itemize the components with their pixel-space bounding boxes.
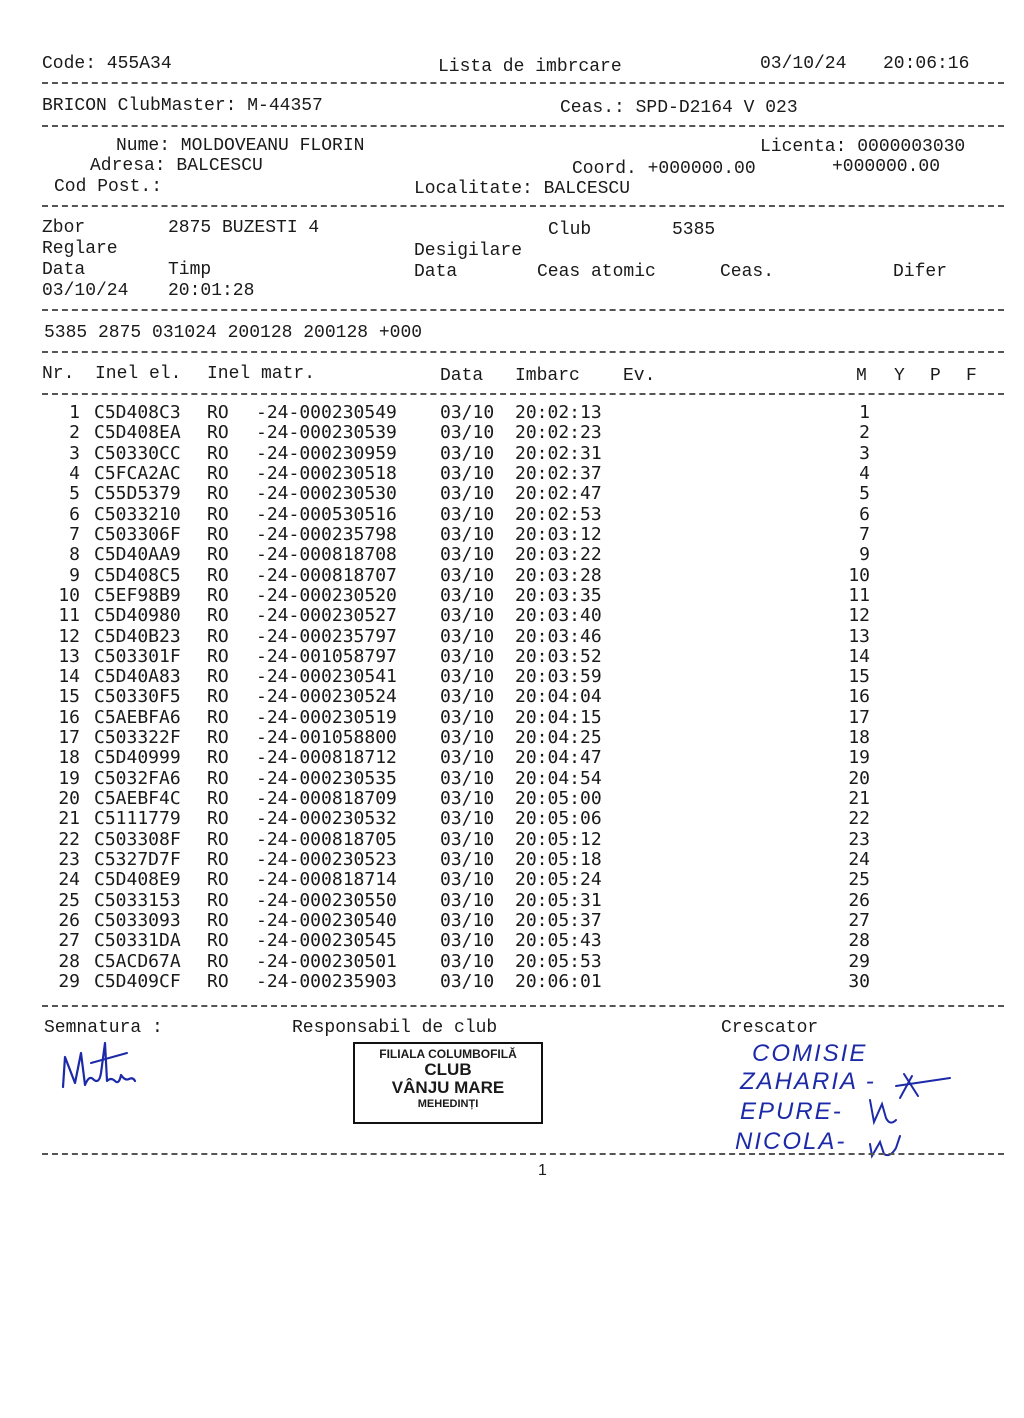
row-nr: 13 — [58, 646, 80, 667]
row-nr: 20 — [58, 788, 80, 809]
row-m: 20 — [848, 768, 870, 789]
row-date: 03/10 — [440, 727, 495, 748]
row-m: 5 — [859, 483, 870, 504]
row-time: 20:04:04 — [515, 686, 602, 707]
row-time: 20:05:18 — [515, 849, 602, 870]
row-inel-el: C5033093 — [94, 910, 181, 931]
row-time: 20:03:52 — [515, 646, 602, 667]
row-nr: 22 — [58, 829, 80, 850]
row-inel-matr: -24-000818707 — [256, 565, 397, 586]
row-time: 20:05:24 — [515, 869, 602, 890]
row-nr: 6 — [69, 504, 80, 525]
row-m: 10 — [848, 565, 870, 586]
owner-name: Nume: MOLDOVEANU FLORIN — [116, 136, 365, 156]
row-date: 03/10 — [440, 585, 495, 606]
row-inel-el: C5327D7F — [94, 849, 181, 870]
divider — [42, 82, 1004, 84]
stamp-line-4: MEHEDINȚI — [417, 1098, 479, 1110]
row-date: 03/10 — [440, 646, 495, 667]
row-m: 16 — [848, 686, 870, 707]
row-country: RO — [207, 443, 229, 464]
localitate: Localitate: BALCESCU — [414, 179, 631, 199]
row-time: 20:03:28 — [515, 565, 602, 586]
row-nr: 3 — [69, 443, 80, 464]
row-country: RO — [207, 869, 229, 890]
row-time: 20:05:00 — [515, 788, 602, 809]
row-date: 03/10 — [440, 808, 495, 829]
row-country: RO — [207, 666, 229, 687]
reglare-time: 20:01:28 — [168, 281, 255, 301]
row-nr: 11 — [58, 605, 80, 626]
row-time: 20:02:31 — [515, 443, 602, 464]
col-imbarc: Imbarc — [515, 366, 580, 386]
table-row — [0, 627, 1024, 647]
table-row — [0, 444, 1024, 464]
row-date: 03/10 — [440, 768, 495, 789]
row-country: RO — [207, 524, 229, 545]
row-inel-el: C503322F — [94, 727, 181, 748]
row-inel-el: C5AEBF4C — [94, 788, 181, 809]
row-m: 21 — [848, 788, 870, 809]
row-nr: 7 — [69, 524, 80, 545]
row-time: 20:04:25 — [515, 727, 602, 748]
col-inel-el: Inel el. — [95, 364, 182, 384]
row-inel-el: C5033153 — [94, 890, 181, 911]
club-label: Club — [548, 220, 592, 240]
row-country: RO — [207, 890, 229, 911]
row-country: RO — [207, 646, 229, 667]
row-nr: 10 — [58, 585, 80, 606]
row-inel-el: C5EF98B9 — [94, 585, 181, 606]
row-country: RO — [207, 930, 229, 951]
clubmaster-label: BRICON ClubMaster: M-44357 — [42, 96, 323, 116]
row-date: 03/10 — [440, 930, 495, 951]
table-row — [0, 809, 1024, 829]
row-inel-matr: -24-000230541 — [256, 666, 397, 687]
row-time: 20:03:40 — [515, 605, 602, 626]
row-country: RO — [207, 707, 229, 728]
row-date: 03/10 — [440, 788, 495, 809]
row-nr: 28 — [58, 951, 80, 972]
row-inel-el: C5D40980 — [94, 605, 181, 626]
row-time: 20:03:22 — [515, 544, 602, 565]
row-m: 11 — [848, 585, 870, 606]
row-inel-matr: -24-000230523 — [256, 849, 397, 870]
row-inel-el: C5D408E9 — [94, 869, 181, 890]
row-date: 03/10 — [440, 666, 495, 687]
flight-code-line: 5385 2875 031024 200128 200128 +000 — [44, 323, 423, 343]
divider — [42, 205, 1004, 207]
row-nr: 29 — [58, 971, 80, 992]
row-date: 03/10 — [440, 626, 495, 647]
crescator-label: Crescator — [721, 1018, 819, 1038]
stamp-line-1: FILIALA COLUMBOFILĂ — [379, 1047, 517, 1061]
row-inel-el: C5032FA6 — [94, 768, 181, 789]
row-country: RO — [207, 686, 229, 707]
row-inel-el: C5D408C5 — [94, 565, 181, 586]
reglare-date: 03/10/24 — [42, 281, 129, 301]
table-row — [0, 891, 1024, 911]
row-inel-el: C503301F — [94, 646, 181, 667]
row-inel-matr: -24-000230519 — [256, 707, 397, 728]
row-country: RO — [207, 808, 229, 829]
row-inel-matr: -24-000230527 — [256, 605, 397, 626]
row-country: RO — [207, 402, 229, 423]
difer-label: Difer — [893, 262, 948, 282]
handwritten-zaharia: ZAHARIA - — [740, 1068, 876, 1095]
row-m: 6 — [859, 504, 870, 525]
row-m: 4 — [859, 463, 870, 484]
row-inel-matr: -24-000235798 — [256, 524, 397, 545]
table-row — [0, 769, 1024, 789]
table-row — [0, 464, 1024, 484]
row-inel-el: C5D40B23 — [94, 626, 181, 647]
ceas-label-2: Ceas. — [720, 262, 775, 282]
row-country: RO — [207, 626, 229, 647]
row-country: RO — [207, 422, 229, 443]
row-date: 03/10 — [440, 686, 495, 707]
row-nr: 12 — [58, 626, 80, 647]
divider — [42, 1005, 1004, 1007]
row-date: 03/10 — [440, 443, 495, 464]
row-inel-matr: -24-000818708 — [256, 544, 397, 565]
table-row — [0, 403, 1024, 423]
row-inel-el: C5D40AA9 — [94, 544, 181, 565]
row-date: 03/10 — [440, 747, 495, 768]
timp-label: Timp — [168, 260, 212, 280]
row-inel-matr: -24-000235903 — [256, 971, 397, 992]
row-date: 03/10 — [440, 707, 495, 728]
row-inel-matr: -24-001058797 — [256, 646, 397, 667]
header-date: 03/10/24 — [760, 54, 847, 74]
handwritten-nicola: NICOLA- — [735, 1128, 847, 1155]
header-time: 20:06:16 — [883, 54, 970, 74]
row-time: 20:03:46 — [515, 626, 602, 647]
row-time: 20:02:37 — [515, 463, 602, 484]
row-country: RO — [207, 483, 229, 504]
row-m: 1 — [859, 402, 870, 423]
row-m: 9 — [859, 544, 870, 565]
coord: Coord. +000000.00 — [572, 159, 756, 179]
table-row — [0, 423, 1024, 443]
row-nr: 8 — [69, 544, 80, 565]
row-nr: 23 — [58, 849, 80, 870]
row-inel-matr: -24-000230530 — [256, 483, 397, 504]
row-country: RO — [207, 463, 229, 484]
row-country: RO — [207, 504, 229, 525]
row-inel-matr: -24-000230539 — [256, 422, 397, 443]
row-nr: 19 — [58, 768, 80, 789]
club-value: 5385 — [672, 220, 716, 240]
table-row — [0, 952, 1024, 972]
row-time: 20:02:13 — [515, 402, 602, 423]
row-inel-matr: -24-000230524 — [256, 686, 397, 707]
row-country: RO — [207, 565, 229, 586]
row-m: 3 — [859, 443, 870, 464]
col-p: P — [930, 366, 941, 386]
row-time: 20:02:47 — [515, 483, 602, 504]
row-date: 03/10 — [440, 524, 495, 545]
row-date: 03/10 — [440, 463, 495, 484]
row-nr: 1 — [69, 402, 80, 423]
row-inel-el: C503308F — [94, 829, 181, 850]
row-nr: 25 — [58, 890, 80, 911]
row-country: RO — [207, 788, 229, 809]
row-inel-el: C503306F — [94, 524, 181, 545]
row-m: 13 — [848, 626, 870, 647]
row-inel-matr: -24-000230959 — [256, 443, 397, 464]
row-nr: 2 — [69, 422, 80, 443]
row-date: 03/10 — [440, 951, 495, 972]
table-row — [0, 911, 1024, 931]
row-time: 20:04:54 — [515, 768, 602, 789]
row-time: 20:05:53 — [515, 951, 602, 972]
row-m: 17 — [848, 707, 870, 728]
row-inel-matr: -24-000230540 — [256, 910, 397, 931]
row-inel-matr: -24-000230545 — [256, 930, 397, 951]
row-date: 03/10 — [440, 544, 495, 565]
row-nr: 16 — [58, 707, 80, 728]
row-m: 12 — [848, 605, 870, 626]
table-row — [0, 606, 1024, 626]
zbor-label: Zbor — [42, 218, 86, 238]
table-row — [0, 789, 1024, 809]
row-m: 30 — [848, 971, 870, 992]
row-inel-matr: -24-000230520 — [256, 585, 397, 606]
table-row — [0, 870, 1024, 890]
data-label-2: Data — [414, 262, 458, 282]
handwritten-comisie: COMISIE — [752, 1040, 868, 1067]
table-row — [0, 586, 1024, 606]
table-row — [0, 931, 1024, 951]
col-data: Data — [440, 366, 484, 386]
row-time: 20:05:37 — [515, 910, 602, 931]
ceas-label: Ceas.: SPD-D2164 V 023 — [560, 98, 798, 118]
document-title: Lista de imbrcare — [438, 57, 622, 77]
row-m: 18 — [848, 727, 870, 748]
row-m: 23 — [848, 829, 870, 850]
divider — [42, 393, 1004, 395]
row-nr: 27 — [58, 930, 80, 951]
row-time: 20:06:01 — [515, 971, 602, 992]
row-date: 03/10 — [440, 829, 495, 850]
row-time: 20:05:43 — [515, 930, 602, 951]
row-m: 24 — [848, 849, 870, 870]
row-inel-el: C5D408C3 — [94, 402, 181, 423]
row-time: 20:05:12 — [515, 829, 602, 850]
table-row — [0, 972, 1024, 992]
table-row — [0, 830, 1024, 850]
table-row — [0, 525, 1024, 545]
row-date: 03/10 — [440, 483, 495, 504]
row-date: 03/10 — [440, 971, 495, 992]
row-date: 03/10 — [440, 869, 495, 890]
row-inel-matr: -24-001058800 — [256, 727, 397, 748]
row-country: RO — [207, 605, 229, 626]
row-nr: 4 — [69, 463, 80, 484]
signature — [55, 1035, 145, 1095]
licenta: Licenta: 0000003030 — [760, 137, 966, 157]
row-inel-matr: -24-000530516 — [256, 504, 397, 525]
row-country: RO — [207, 544, 229, 565]
col-f: F — [966, 366, 977, 386]
row-time: 20:02:23 — [515, 422, 602, 443]
data-label: Data — [42, 260, 86, 280]
row-time: 20:05:31 — [515, 890, 602, 911]
table-row — [0, 708, 1024, 728]
row-nr: 26 — [58, 910, 80, 931]
row-m: 29 — [848, 951, 870, 972]
row-inel-el: C5D40999 — [94, 747, 181, 768]
row-nr: 5 — [69, 483, 80, 504]
row-date: 03/10 — [440, 504, 495, 525]
row-inel-el: C5AEBFA6 — [94, 707, 181, 728]
row-m: 14 — [848, 646, 870, 667]
row-time: 20:03:12 — [515, 524, 602, 545]
row-date: 03/10 — [440, 910, 495, 931]
table-row — [0, 484, 1024, 504]
row-nr: 17 — [58, 727, 80, 748]
row-m: 19 — [848, 747, 870, 768]
row-country: RO — [207, 829, 229, 850]
row-time: 20:02:53 — [515, 504, 602, 525]
row-nr: 9 — [69, 565, 80, 586]
row-m: 25 — [848, 869, 870, 890]
desigilare-label: Desigilare — [414, 241, 523, 261]
divider — [42, 1153, 1004, 1155]
table-row — [0, 728, 1024, 748]
row-inel-matr: -24-000818714 — [256, 869, 397, 890]
handwritten-epure: EPURE- — [740, 1098, 843, 1125]
table-row — [0, 748, 1024, 768]
row-inel-matr: -24-000230501 — [256, 951, 397, 972]
row-m: 7 — [859, 524, 870, 545]
row-inel-matr: -24-000818712 — [256, 747, 397, 768]
divider — [42, 125, 1004, 127]
col-y: Y — [894, 366, 905, 386]
row-m: 27 — [848, 910, 870, 931]
row-inel-matr: -24-000230550 — [256, 890, 397, 911]
row-date: 03/10 — [440, 849, 495, 870]
row-inel-el: C55D5379 — [94, 483, 181, 504]
responsabil-label: Responsabil de club — [292, 1018, 498, 1038]
table-row — [0, 505, 1024, 525]
row-inel-matr: -24-000235797 — [256, 626, 397, 647]
divider — [42, 309, 1004, 311]
row-inel-matr: -24-000230518 — [256, 463, 397, 484]
row-inel-el: C5111779 — [94, 808, 181, 829]
row-nr: 15 — [58, 686, 80, 707]
row-inel-el: C5033210 — [94, 504, 181, 525]
stamp-line-2: CLUB — [424, 1060, 472, 1079]
row-inel-el: C5FCA2AC — [94, 463, 181, 484]
row-inel-matr: -24-000230532 — [256, 808, 397, 829]
row-time: 20:04:15 — [515, 707, 602, 728]
table-row — [0, 647, 1024, 667]
row-inel-matr: -24-000818709 — [256, 788, 397, 809]
code-label: Code: 455A34 — [42, 54, 172, 74]
row-country: RO — [207, 768, 229, 789]
row-m: 22 — [848, 808, 870, 829]
coord-2: +000000.00 — [832, 157, 941, 177]
row-date: 03/10 — [440, 605, 495, 626]
row-m: 28 — [848, 930, 870, 951]
col-ev: Ev. — [623, 366, 656, 386]
row-date: 03/10 — [440, 422, 495, 443]
row-nr: 14 — [58, 666, 80, 687]
row-inel-el: C50330F5 — [94, 686, 181, 707]
row-time: 20:03:59 — [515, 666, 602, 687]
row-country: RO — [207, 951, 229, 972]
row-country: RO — [207, 971, 229, 992]
row-nr: 21 — [58, 808, 80, 829]
owner-address: Adresa: BALCESCU — [90, 156, 263, 176]
table-row — [0, 850, 1024, 870]
row-country: RO — [207, 727, 229, 748]
row-date: 03/10 — [440, 402, 495, 423]
table-row — [0, 687, 1024, 707]
col-inel-matr: Inel matr. — [207, 364, 316, 384]
table-row — [0, 566, 1024, 586]
row-m: 26 — [848, 890, 870, 911]
ceas-atomic-label: Ceas atomic — [537, 262, 656, 282]
divider — [42, 351, 1004, 353]
row-date: 03/10 — [440, 565, 495, 586]
row-m: 15 — [848, 666, 870, 687]
row-time: 20:05:06 — [515, 808, 602, 829]
row-inel-el: C5D40A83 — [94, 666, 181, 687]
row-inel-el: C50330CC — [94, 443, 181, 464]
postal-code: Cod Post.: — [54, 177, 163, 197]
row-time: 20:03:35 — [515, 585, 602, 606]
row-date: 03/10 — [440, 890, 495, 911]
row-country: RO — [207, 585, 229, 606]
row-inel-matr: -24-000230549 — [256, 402, 397, 423]
row-nr: 24 — [58, 869, 80, 890]
zbor-value: 2875 BUZESTI 4 — [168, 218, 320, 238]
stamp-line-3: VÂNJU MARE — [391, 1078, 505, 1097]
row-inel-matr: -24-000818705 — [256, 829, 397, 850]
club-stamp — [353, 1042, 543, 1124]
row-inel-el: C5D408EA — [94, 422, 181, 443]
semnatura-label: Semnatura : — [44, 1018, 163, 1038]
row-time: 20:04:47 — [515, 747, 602, 768]
row-inel-el: C5ACD67A — [94, 951, 181, 972]
row-inel-el: C50331DA — [94, 930, 181, 951]
row-country: RO — [207, 910, 229, 931]
row-m: 2 — [859, 422, 870, 443]
table-row — [0, 667, 1024, 687]
row-country: RO — [207, 849, 229, 870]
reglare-label: Reglare — [42, 239, 118, 259]
row-nr: 18 — [58, 747, 80, 768]
row-inel-matr: -24-000230535 — [256, 768, 397, 789]
row-country: RO — [207, 747, 229, 768]
col-nr: Nr. — [42, 364, 75, 384]
page-number: 1 — [538, 1162, 547, 1179]
col-m: M — [856, 366, 867, 386]
row-inel-el: C5D409CF — [94, 971, 181, 992]
table-row — [0, 545, 1024, 565]
